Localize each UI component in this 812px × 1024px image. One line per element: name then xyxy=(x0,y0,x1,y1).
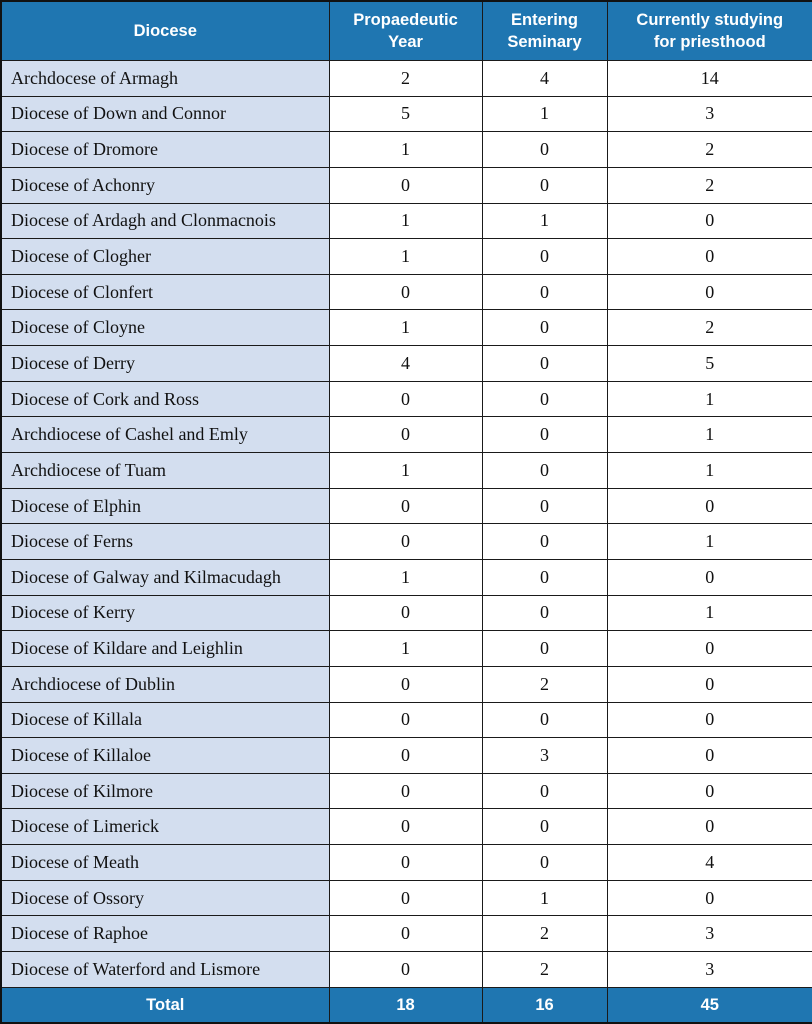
header-propaedeutic-line2: Year xyxy=(388,33,423,51)
studying-cell: 0 xyxy=(607,702,812,738)
total-row xyxy=(1,988,812,1024)
table-row xyxy=(1,167,812,203)
table-row xyxy=(1,417,812,453)
header-currently-studying xyxy=(607,1,812,61)
table-row xyxy=(1,132,812,168)
diocese-cell: Diocese of Down and Connor xyxy=(1,96,329,132)
diocese-cell: Diocese of Clonfert xyxy=(1,274,329,310)
studying-cell: 1 xyxy=(607,453,812,489)
header-row xyxy=(1,1,812,61)
studying-cell: 0 xyxy=(607,809,812,845)
diocese-cell: Diocese of Kerry xyxy=(1,595,329,631)
diocese-cell: Diocese of Limerick xyxy=(1,809,329,845)
studying-cell: 2 xyxy=(607,132,812,168)
entering-cell: 0 xyxy=(482,773,607,809)
table-footer xyxy=(1,988,812,1024)
diocese-cell: Diocese of Kildare and Leighlin xyxy=(1,631,329,667)
propaedeutic-cell: 0 xyxy=(329,738,482,774)
diocese-cell: Diocese of Ardagh and Clonmacnois xyxy=(1,203,329,239)
propaedeutic-cell: 1 xyxy=(329,310,482,346)
studying-cell: 4 xyxy=(607,845,812,881)
studying-cell: 2 xyxy=(607,310,812,346)
propaedeutic-cell: 0 xyxy=(329,809,482,845)
studying-cell: 0 xyxy=(607,203,812,239)
entering-cell: 1 xyxy=(482,880,607,916)
entering-cell: 0 xyxy=(482,845,607,881)
studying-cell: 3 xyxy=(607,952,812,988)
table-row xyxy=(1,738,812,774)
entering-cell: 0 xyxy=(482,346,607,382)
diocese-cell: Diocese of Waterford and Lismore xyxy=(1,952,329,988)
propaedeutic-cell: 1 xyxy=(329,453,482,489)
propaedeutic-cell: 1 xyxy=(329,203,482,239)
diocese-cell: Diocese of Meath xyxy=(1,845,329,881)
entering-cell: 0 xyxy=(482,809,607,845)
propaedeutic-cell: 0 xyxy=(329,167,482,203)
entering-cell: 0 xyxy=(482,132,607,168)
propaedeutic-cell: 5 xyxy=(329,96,482,132)
entering-cell: 0 xyxy=(482,239,607,275)
header-diocese-label: Diocese xyxy=(133,22,197,40)
table-row xyxy=(1,631,812,667)
diocese-cell: Archdiocese of Tuam xyxy=(1,453,329,489)
table-row xyxy=(1,666,812,702)
propaedeutic-cell: 0 xyxy=(329,274,482,310)
header-propaedeutic-year xyxy=(329,1,482,61)
propaedeutic-cell: 0 xyxy=(329,381,482,417)
entering-cell: 1 xyxy=(482,203,607,239)
table-row xyxy=(1,880,812,916)
propaedeutic-cell: 0 xyxy=(329,666,482,702)
table-row xyxy=(1,773,812,809)
entering-cell: 0 xyxy=(482,310,607,346)
entering-cell: 0 xyxy=(482,524,607,560)
propaedeutic-cell: 0 xyxy=(329,952,482,988)
entering-cell: 4 xyxy=(482,61,607,97)
entering-cell: 2 xyxy=(482,952,607,988)
propaedeutic-cell: 0 xyxy=(329,702,482,738)
table-row xyxy=(1,203,812,239)
propaedeutic-cell: 0 xyxy=(329,773,482,809)
diocese-cell: Archdiocese of Cashel and Emly xyxy=(1,417,329,453)
studying-cell: 3 xyxy=(607,916,812,952)
propaedeutic-cell: 4 xyxy=(329,346,482,382)
table-row xyxy=(1,952,812,988)
studying-cell: 3 xyxy=(607,96,812,132)
entering-cell: 0 xyxy=(482,417,607,453)
table-header xyxy=(1,1,812,61)
diocese-cell: Archdiocese of Dublin xyxy=(1,666,329,702)
header-studying-line1: Currently studying xyxy=(636,11,784,29)
diocese-cell: Diocese of Clogher xyxy=(1,239,329,275)
entering-cell: 0 xyxy=(482,274,607,310)
table-row xyxy=(1,559,812,595)
propaedeutic-cell: 1 xyxy=(329,239,482,275)
table-row xyxy=(1,702,812,738)
propaedeutic-cell: 1 xyxy=(329,132,482,168)
entering-cell: 0 xyxy=(482,631,607,667)
studying-cell: 0 xyxy=(607,773,812,809)
table-row xyxy=(1,524,812,560)
diocese-cell: Diocese of Killala xyxy=(1,702,329,738)
entering-cell: 0 xyxy=(482,559,607,595)
diocese-cell: Diocese of Ferns xyxy=(1,524,329,560)
propaedeutic-cell: 2 xyxy=(329,61,482,97)
studying-cell: 1 xyxy=(607,381,812,417)
table-row xyxy=(1,274,812,310)
table-row xyxy=(1,845,812,881)
table-row xyxy=(1,916,812,952)
studying-cell: 0 xyxy=(607,239,812,275)
table-row xyxy=(1,809,812,845)
diocese-cell: Diocese of Ossory xyxy=(1,880,329,916)
propaedeutic-cell: 0 xyxy=(329,595,482,631)
total-propaedeutic: 18 xyxy=(329,988,482,1024)
studying-cell: 1 xyxy=(607,595,812,631)
studying-cell: 5 xyxy=(607,346,812,382)
diocese-cell: Diocese of Derry xyxy=(1,346,329,382)
studying-cell: 0 xyxy=(607,559,812,595)
diocese-cell: Diocese of Galway and Kilmacudagh xyxy=(1,559,329,595)
entering-cell: 2 xyxy=(482,666,607,702)
entering-cell: 0 xyxy=(482,702,607,738)
header-propaedeutic-line1: Propaedeutic xyxy=(353,11,458,29)
propaedeutic-cell: 0 xyxy=(329,880,482,916)
entering-cell: 0 xyxy=(482,595,607,631)
table-row xyxy=(1,310,812,346)
propaedeutic-cell: 1 xyxy=(329,631,482,667)
studying-cell: 0 xyxy=(607,488,812,524)
table-row xyxy=(1,595,812,631)
studying-cell: 0 xyxy=(607,631,812,667)
diocese-cell: Diocese of Killaloe xyxy=(1,738,329,774)
entering-cell: 3 xyxy=(482,738,607,774)
header-entering-line2: Seminary xyxy=(507,33,582,51)
table-row xyxy=(1,381,812,417)
entering-cell: 0 xyxy=(482,488,607,524)
entering-cell: 0 xyxy=(482,167,607,203)
propaedeutic-cell: 0 xyxy=(329,524,482,560)
studying-cell: 0 xyxy=(607,666,812,702)
total-entering: 16 xyxy=(482,988,607,1024)
studying-cell: 0 xyxy=(607,274,812,310)
diocese-cell: Diocese of Achonry xyxy=(1,167,329,203)
diocese-cell: Diocese of Dromore xyxy=(1,132,329,168)
entering-cell: 1 xyxy=(482,96,607,132)
header-studying-line2: for priesthood xyxy=(653,33,766,51)
table-row xyxy=(1,96,812,132)
header-entering-seminary xyxy=(482,1,607,61)
header-diocese xyxy=(1,1,329,61)
total-studying: 45 xyxy=(607,988,812,1024)
diocese-cell: Archdocese of Armagh xyxy=(1,61,329,97)
studying-cell: 14 xyxy=(607,61,812,97)
table-row xyxy=(1,239,812,275)
header-entering-line1: Entering xyxy=(511,11,578,29)
table-row xyxy=(1,61,812,97)
propaedeutic-cell: 0 xyxy=(329,845,482,881)
diocese-cell: Diocese of Cork and Ross xyxy=(1,381,329,417)
diocese-cell: Diocese of Raphoe xyxy=(1,916,329,952)
propaedeutic-cell: 1 xyxy=(329,559,482,595)
studying-cell: 1 xyxy=(607,524,812,560)
diocese-cell: Diocese of Kilmore xyxy=(1,773,329,809)
propaedeutic-cell: 0 xyxy=(329,916,482,952)
studying-cell: 0 xyxy=(607,738,812,774)
propaedeutic-cell: 0 xyxy=(329,488,482,524)
total-label: Total xyxy=(1,988,329,1024)
entering-cell: 2 xyxy=(482,916,607,952)
entering-cell: 0 xyxy=(482,453,607,489)
studying-cell: 0 xyxy=(607,880,812,916)
table-row xyxy=(1,346,812,382)
table-body xyxy=(1,61,812,988)
diocese-cell: Diocese of Cloyne xyxy=(1,310,329,346)
table-row xyxy=(1,488,812,524)
propaedeutic-cell: 0 xyxy=(329,417,482,453)
studying-cell: 1 xyxy=(607,417,812,453)
diocese-cell: Diocese of Elphin xyxy=(1,488,329,524)
table-row xyxy=(1,453,812,489)
entering-cell: 0 xyxy=(482,381,607,417)
studying-cell: 2 xyxy=(607,167,812,203)
